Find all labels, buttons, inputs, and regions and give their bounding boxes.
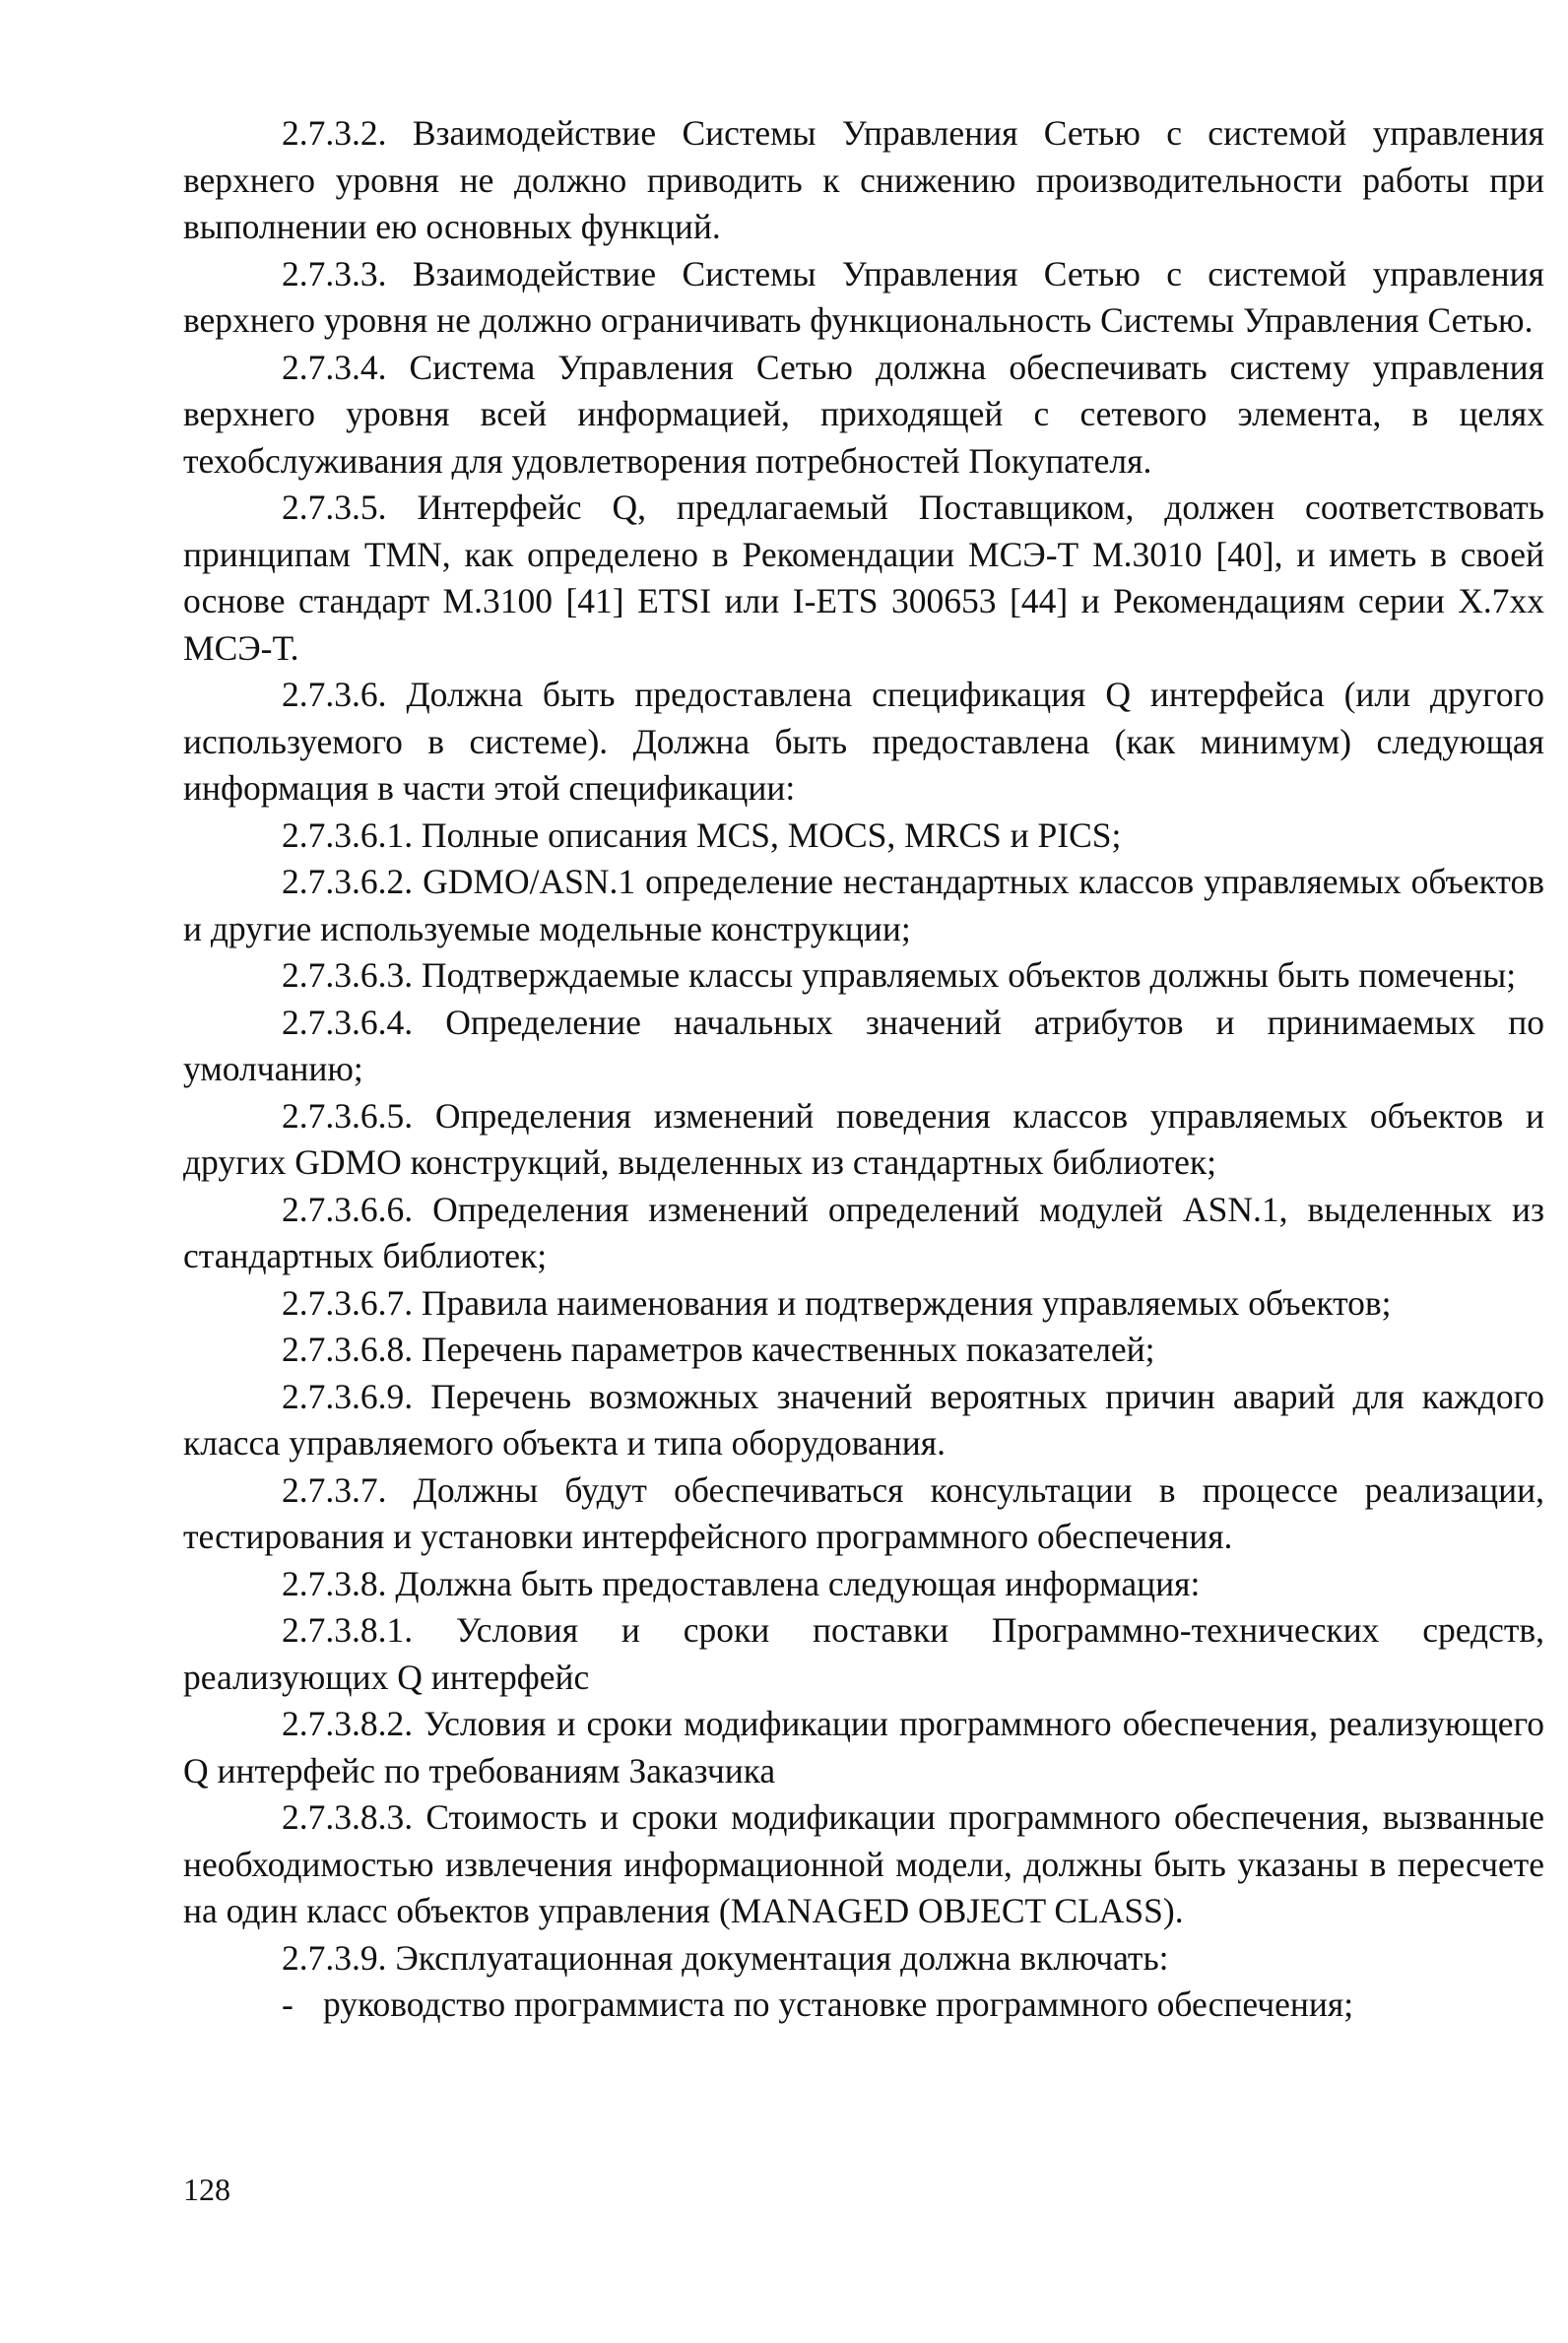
paragraph-2-7-3-6-9: 2.7.3.6.9. Перечень возможных значений вероятных причин аварий для каждого класса управляемого объекта и типа оборудования.: [183, 1376, 1544, 1463]
paragraph-2-7-3-4: 2.7.3.4. Система Управления Сетью должна обеспечивать систему управления верхнего уровня всей информацией, приходящей с сетевого элемента, в целях техобслуживания для удовлетворения потребностей Покупателя.: [183, 347, 1544, 481]
paragraph-2-7-3-6-3: 2.7.3.6.3. Подтверждаемые классы управляемых объектов должны быть помечены;: [282, 955, 1517, 995]
paragraph-2-7-3-6-8: 2.7.3.6.8. Перечень параметров качественных показателей;: [282, 1330, 1155, 1369]
page-number: 128: [183, 2172, 230, 2207]
paragraph-2-7-3-8-1: 2.7.3.8.1. Условия и сроки поставки Программно-технических средств, реализующих Q интерфейс: [183, 1610, 1544, 1697]
bullet-item: [183, 1982, 1544, 2029]
paragraph-2-7-3-7: 2.7.3.7. Должны будут обеспечиваться консультации в процессе реализации, тестирования и установки интерфейсного программного обеспечения.: [183, 1469, 1544, 1556]
paragraph-2-7-3-8-3: 2.7.3.8.3. Стоимость и сроки модификации программного обеспечения, вызванные необходимостью извлечения информационной модели, должны быть указаны в пересчете на один класс объектов управления (MANAGED OBJECT CLASS).: [183, 1797, 1544, 1930]
paragraph-2-7-3-6-2: 2.7.3.6.2. GDMO/ASN.1 определение нестандартных классов управляемых объектов и другие используемые модельные конструкции;: [183, 862, 1544, 948]
document-page: [183, 110, 1544, 2029]
paragraph-2-7-3-6-7: 2.7.3.6.7. Правила наименования и подтверждения управляемых объектов;: [282, 1282, 1392, 1323]
paragraph-2-7-3-2: 2.7.3.2. Взаимодействие Системы Управления Сетью с системой управления верхнего уровня не должно приводить к снижению производительности работы при выполнении ею основных функций.: [183, 113, 1544, 246]
paragraph-2-7-3-8-2: 2.7.3.8.2. Условия и сроки модификации программного обеспечения, реализующего Q интерфейс по требованиям Заказчика: [183, 1704, 1544, 1790]
paragraph-2-7-3-6: 2.7.3.6. Должна быть предоставлена спецификация Q интерфейса (или другого используемого в системе). Должна быть предоставлена (как минимум) следующая информация в части этой спецификации:: [183, 675, 1544, 808]
bullet-marker: -: [282, 1985, 294, 2024]
paragraph-2-7-3-6-4: 2.7.3.6.4. Определение начальных значений атрибутов и принимаемых по умолчанию;: [183, 1002, 1544, 1088]
paragraph-2-7-3-6-1: 2.7.3.6.1. Полные описания MCS, MOCS, MRCS и PICS;: [282, 814, 1122, 855]
paragraph-2-7-3-6-6: 2.7.3.6.6. Определения изменений определений модулей ASN.1, выделенных из стандартных библиотек;: [183, 1189, 1544, 1275]
bullet-text: руководство программиста по установке программного обеспечения;: [323, 1985, 1354, 2024]
paragraph-2-7-3-3: 2.7.3.3. Взаимодействие Системы Управления Сетью с системой управления верхнего уровня не должно ограничивать функциональность Системы Управления Сетью.: [183, 253, 1544, 340]
paragraph-2-7-3-9: 2.7.3.9. Эксплуатационная документация должна включать:: [282, 1937, 1169, 1978]
paragraph-2-7-3-8: 2.7.3.8. Должна быть предоставлена следующая информация:: [282, 1563, 1201, 1603]
paragraph-2-7-3-5: 2.7.3.5. Интерфейс Q, предлагаемый Поставщиком, должен соответствовать принципам TMN, как определено в Рекомендации МСЭ-Т М.3010 [40], и иметь в своей основе стандарт М.3100 [41] ETSI или I-ETS 300653 [44] и Рекомендациям серии X.7xx МСЭ-Т.: [183, 488, 1544, 668]
paragraph-2-7-3-6-5: 2.7.3.6.5. Определения изменений поведения классов управляемых объектов и других GDMO конструкций, выделенных из стандартных библиотек;: [183, 1095, 1544, 1182]
